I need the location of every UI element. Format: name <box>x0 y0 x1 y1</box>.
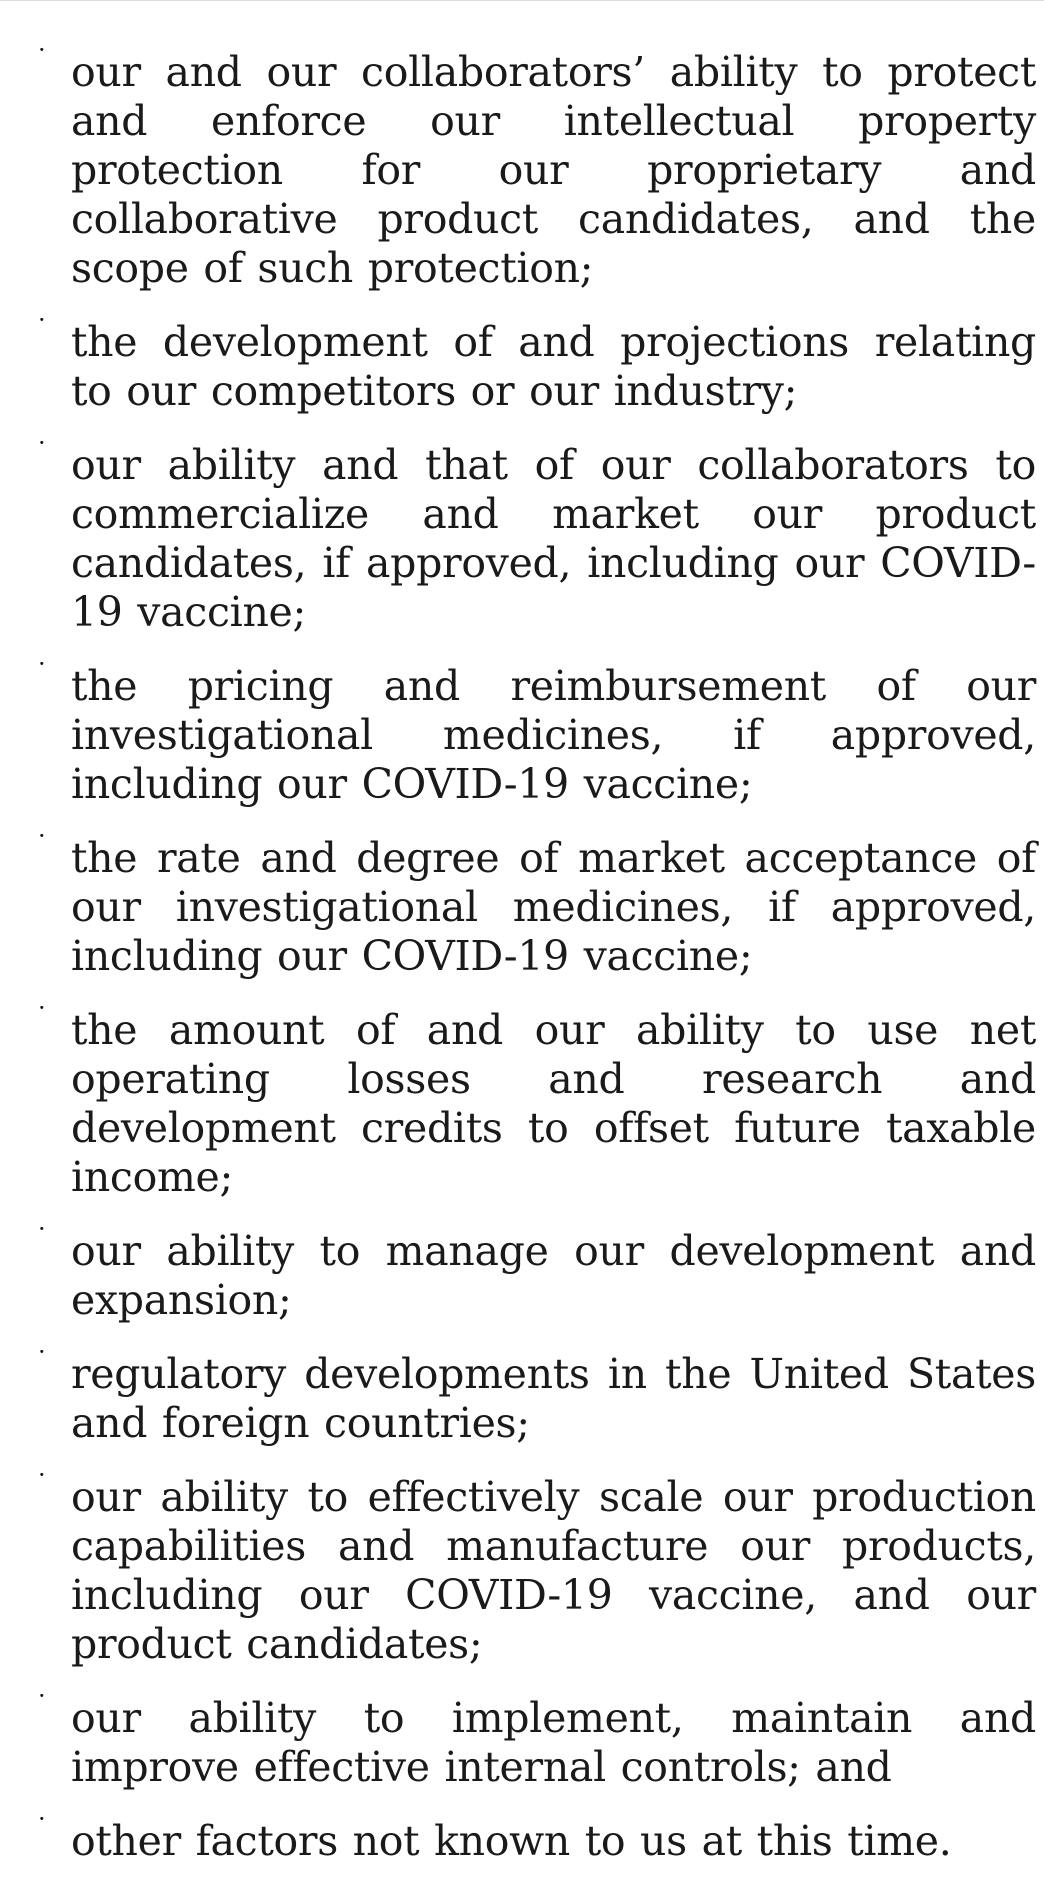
list-item-text: our ability and that of our collaborators to commercialize and market our product candidates, if approved, including our COVID-19 vaccine; <box>71 441 1036 636</box>
risk-factor-list <box>0 36 1044 1891</box>
list-item-text: our ability to effectively scale our production capabilities and manufacture our products, including our COVID-19 vaccine, and our product candidates; <box>71 1473 1036 1668</box>
bullet-icon: · <box>38 994 46 1022</box>
list-item <box>0 36 1044 293</box>
list-item-text: our ability to manage our development and expansion; <box>71 1227 1036 1324</box>
list-item-text: our and our collaborators’ ability to protect and enforce our intellectual property protection for our proprietary and collaborative product candidates, and the scope of such protection; <box>71 48 1036 292</box>
bullet-icon: · <box>38 36 46 64</box>
bullet-icon: · <box>38 1805 46 1833</box>
list-item <box>0 1215 1044 1325</box>
bullet-icon: · <box>38 429 46 457</box>
bullet-icon: · <box>38 1682 46 1710</box>
list-item <box>0 429 1044 637</box>
list-item-text: the amount of and our ability to use net operating losses and research and development credits to offset future taxable income; <box>71 1006 1036 1201</box>
bullet-icon: · <box>38 1215 46 1243</box>
list-item-text: regulatory developments in the United States and foreign countries; <box>71 1350 1036 1447</box>
bullet-icon: · <box>38 822 46 850</box>
bullet-icon: · <box>38 306 46 334</box>
bullet-icon: · <box>38 650 46 678</box>
list-item-text: the pricing and reimbursement of our investigational medicines, if approved, including our COVID-19 vaccine; <box>71 662 1036 808</box>
bullet-icon: · <box>38 1338 46 1366</box>
list-item <box>0 1682 1044 1792</box>
list-item <box>0 306 1044 416</box>
list-item <box>0 994 1044 1202</box>
list-item <box>0 822 1044 981</box>
list-item <box>0 1338 1044 1448</box>
list-item <box>0 650 1044 809</box>
list-item <box>0 1461 1044 1669</box>
bullet-icon: · <box>38 1461 46 1489</box>
list-item-text: other factors not known to us at this time. <box>71 1817 952 1865</box>
list-item <box>0 1805 1044 1866</box>
list-item-text: the development of and projections relating to our competitors or our industry; <box>71 318 1036 415</box>
list-item-text: our ability to implement, maintain and improve effective internal controls; and <box>71 1694 1036 1791</box>
top-divider <box>0 0 1044 1</box>
list-item-text: the rate and degree of market acceptance of our investigational medicines, if approved, including our COVID-19 vaccine; <box>71 834 1036 980</box>
